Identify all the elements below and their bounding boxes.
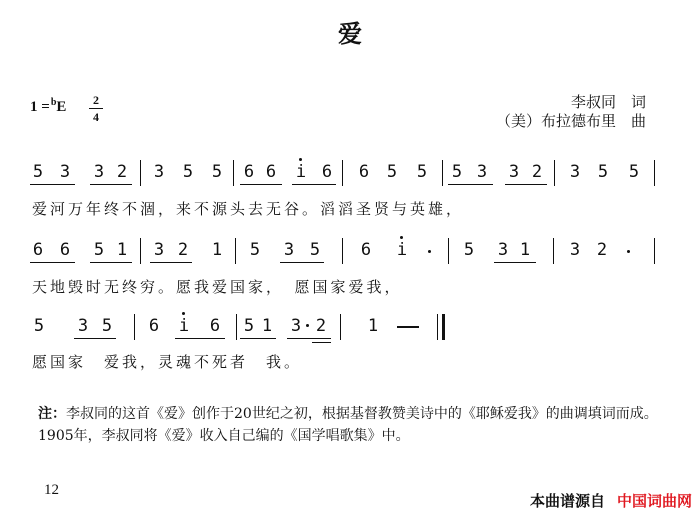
page-number: 12 (44, 482, 59, 498)
note: 6 (209, 316, 221, 336)
note: 3 (153, 240, 165, 260)
note: 5 (386, 162, 398, 182)
note: 3 (93, 162, 105, 182)
footnote-label: 注： (38, 406, 66, 422)
note: 5 (597, 162, 609, 182)
note: 3 (476, 162, 488, 182)
note: 1 (519, 240, 531, 260)
note: 1 (116, 240, 128, 260)
note: 6 (358, 162, 370, 182)
note: 6 (59, 240, 71, 260)
watermark-source: 本曲谱源自 (529, 492, 605, 510)
note: 5 (416, 162, 428, 182)
note: 6 (360, 240, 372, 260)
note: 5 (249, 240, 261, 260)
flat-sign: b (50, 97, 57, 108)
key-prefix: 1 = (30, 99, 50, 115)
note: 5 (463, 240, 475, 260)
footnote-text: 李叔同的这首《爱》创作于20世纪之初，根据基督教赞美诗中的《耶稣爱我》的曲调填词而成。1905年，李叔同将《爱》收入自己编的《国学唱歌集》中。 (38, 406, 658, 444)
key-signature (30, 97, 66, 116)
note: 5 (211, 162, 223, 182)
note: 5 (628, 162, 640, 182)
note: 6 (265, 162, 277, 182)
note: 3 (283, 240, 295, 260)
note: 3 (77, 316, 89, 336)
note: 6 (243, 162, 255, 182)
key-note: E (56, 99, 67, 115)
note: 6 (32, 240, 44, 260)
note: 3 (497, 240, 509, 260)
lyricist-credit: 李叔同 词 (570, 93, 646, 111)
watermark-site: 中国词曲网 (616, 492, 692, 510)
note: 3 (508, 162, 520, 182)
note: 1 (367, 316, 379, 336)
composer-credit: （美）布拉德布里 曲 (495, 112, 646, 130)
footnote (38, 403, 678, 447)
note: 6 (321, 162, 333, 182)
watermark (530, 490, 692, 511)
note: 5 (243, 316, 255, 336)
lyric-line-3: 愿国家 爱我，灵魂不死者 我。 (32, 353, 303, 371)
note: 3 (569, 240, 581, 260)
note: 5 (33, 316, 45, 336)
song-title: 爱 (338, 19, 362, 48)
note: 5 (32, 162, 44, 182)
time-top: 2 (93, 93, 99, 107)
note: 2 (596, 240, 608, 260)
note: i (292, 162, 310, 182)
note: 5 (451, 162, 463, 182)
time-bottom: 4 (93, 110, 99, 124)
note: 5 (309, 240, 321, 260)
note: i (175, 316, 193, 336)
time-signature (89, 93, 103, 124)
note: 3 (153, 162, 165, 182)
note: 5 (101, 316, 113, 336)
note: 3 (59, 162, 71, 182)
note: 3 (569, 162, 581, 182)
note: i (393, 240, 411, 260)
note: 5 (182, 162, 194, 182)
note: 1 (261, 316, 273, 336)
note: 6 (148, 316, 160, 336)
note: 2 (315, 316, 327, 336)
note: 1 (211, 240, 223, 260)
note: 5 (93, 240, 105, 260)
lyric-line-2: 天地毁时无终穷。愿我爱国家， 愿国家爱我， (32, 278, 403, 296)
note: 2 (531, 162, 543, 182)
lyric-line-1: 爱河万年终不涸，来不源头去无谷。滔滔圣贤与英雄， (32, 200, 465, 218)
note: 3 (290, 316, 302, 336)
note: 2 (116, 162, 128, 182)
note: 2 (177, 240, 189, 260)
